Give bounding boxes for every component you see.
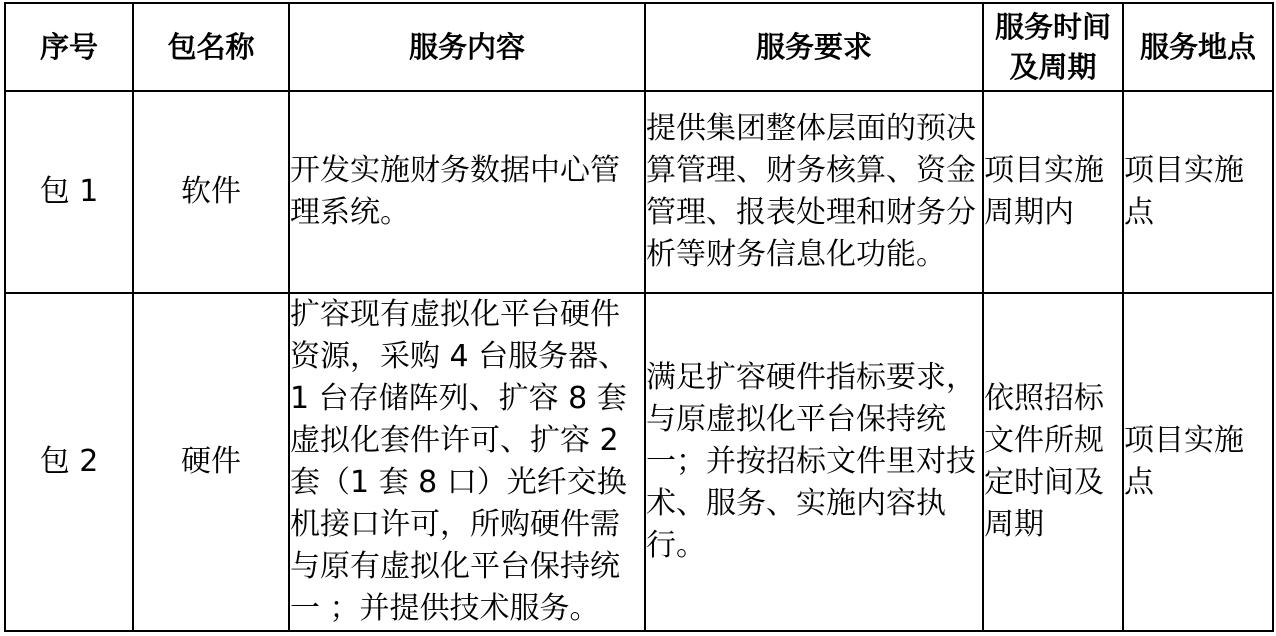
table-row: [5, 91, 1273, 293]
cell-service-location: 项目实施点: [1123, 91, 1273, 293]
cell-package-name: 硬件: [133, 293, 289, 631]
header-service-time-period: 服务时间及周期: [983, 3, 1123, 91]
header-service-content: 服务内容: [289, 3, 645, 91]
cell-service-time-period: 依照招标文件所规定时间及周期: [983, 293, 1123, 631]
cell-service-content: 扩容现有虚拟化平台硬件资源，采购 4 台服务器、1 台存储阵列、扩容 8 套虚拟化套件许可、扩容 2 套（1 套 8 口）光纤交换机接口许可，所购硬件需与原有虚拟化平台保持统一 ；并提供技术服务。: [289, 293, 645, 631]
header-service-location: 服务地点: [1123, 3, 1273, 91]
header-package-name: 包名称: [133, 3, 289, 91]
cell-service-location: 项目实施点: [1123, 293, 1273, 631]
cell-service-time-period: 项目实施周期内: [983, 91, 1123, 293]
header-row: [5, 3, 1273, 91]
cell-seq: 包 2: [5, 293, 133, 631]
cell-package-name: 软件: [133, 91, 289, 293]
header-seq: 序号: [5, 3, 133, 91]
cell-service-requirement: 提供集团整体层面的预决算管理、财务核算、资金管理、报表处理和财务分析等财务信息化功能。: [645, 91, 983, 293]
cell-service-content: 开发实施财务数据中心管理系统。: [289, 91, 645, 293]
cell-service-requirement: 满足扩容硬件指标要求，与原虚拟化平台保持统一；并按招标文件里对技术、服务、实施内容执行。: [645, 293, 983, 631]
table-row: [5, 293, 1273, 631]
header-service-requirement: 服务要求: [645, 3, 983, 91]
service-table: [4, 2, 1274, 632]
cell-seq: 包 1: [5, 91, 133, 293]
